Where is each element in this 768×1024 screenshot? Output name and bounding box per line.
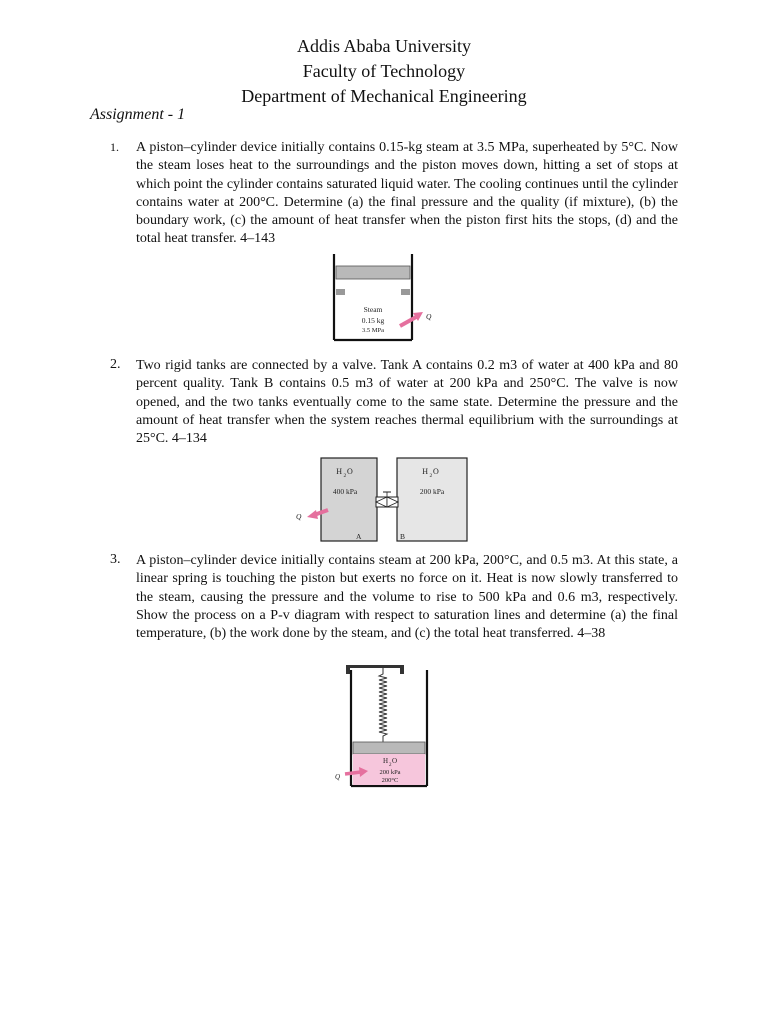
figure-piston-cylinder-stops xyxy=(320,252,450,344)
tank-b-label: B xyxy=(400,532,406,541)
heat-label: Q xyxy=(426,312,432,321)
question-number: 3. xyxy=(110,552,121,567)
stop-right xyxy=(401,289,410,295)
pressure-label: 3.5 MPa xyxy=(361,327,385,334)
top-bar xyxy=(346,665,404,668)
tank-b xyxy=(397,458,467,541)
question-text: A piston–cylinder device initially contains steam at 200 kPa, 200°C, and 0.5 m3. At this state, a linear spring is touching the piston but exerts no force on it. Heat is now slowly transferred to the steam, causing the pressure and the volume to rise to 500 kPa and 0.6 m3, respectively. Show the process on a P-v diagram with respect to saturation lines and determine (a) the final temperature, (b) the work done by the steam, and (c) the total heat transferred. 4–38 xyxy=(136,553,678,642)
svg-text:2: 2 xyxy=(343,473,347,479)
svg-text:O: O xyxy=(392,757,398,765)
figure-piston-cylinder-spring xyxy=(328,662,438,790)
svg-text:O: O xyxy=(347,467,353,476)
question-number: 1. xyxy=(110,140,119,154)
question-text: A piston–cylinder device initially contains 0.15-kg steam at 3.5 MPa, superheated by 5°C. Now the steam loses heat to the surroundings and the piston moves down, hitting a set of stops at which point the cylinder contains saturated liquid water. The cooling continues until the cylinder contains water at 200°C. Determine (a) the final pressure and the quality (if mixture), (b) the boundary work, (c) the amount of heat transfer when the piston first hits the stops, (d) and the total heat transfer. 4–143 xyxy=(136,140,678,247)
question-1 xyxy=(110,139,678,249)
question-text: Two rigid tanks are connected by a valve. Tank A contains 0.2 m3 of water at 400 kPa and 80 percent quality. Tank B contains 0.5 m3 of water at 200 kPa and 250°C. The valve is now opened, and the two tanks eventually come to the same state. Determine the pressure and the amount of heat transfer when the system reaches thermal equilibrium with the surroundings at 25°C. 4–134 xyxy=(136,358,678,447)
piston xyxy=(336,266,410,279)
spring-icon xyxy=(379,668,387,742)
figure-two-tanks xyxy=(290,456,480,546)
department-name: Department of Mechanical Engineering xyxy=(241,86,527,106)
tank-a-pressure: 400 kPa xyxy=(332,487,358,496)
assignment-title: Assignment - 1 xyxy=(90,106,186,123)
steam-label: Steam xyxy=(363,305,383,314)
svg-text:2: 2 xyxy=(389,763,392,768)
question-3 xyxy=(110,552,678,643)
heat-label: Q xyxy=(296,512,302,521)
svg-text:H: H xyxy=(382,757,388,765)
stop-left xyxy=(336,289,345,295)
university-name: Addis Ababa University xyxy=(297,36,471,56)
question-number: 2. xyxy=(110,357,121,372)
piston xyxy=(353,742,425,754)
question-2 xyxy=(110,357,678,448)
svg-text:H: H xyxy=(422,467,428,476)
svg-text:2: 2 xyxy=(429,473,433,479)
svg-text:O: O xyxy=(433,467,439,476)
tank-b-pressure: 200 kPa xyxy=(419,487,445,496)
mass-label: 0.15 kg xyxy=(361,316,385,325)
heat-label: Q xyxy=(335,773,341,781)
water-pressure: 200 kPa xyxy=(379,769,401,776)
faculty-name: Faculty of Technology xyxy=(302,61,466,81)
water-temperature: 200°C xyxy=(381,777,399,784)
svg-text:H: H xyxy=(336,467,342,476)
tank-a-label: A xyxy=(356,532,362,541)
